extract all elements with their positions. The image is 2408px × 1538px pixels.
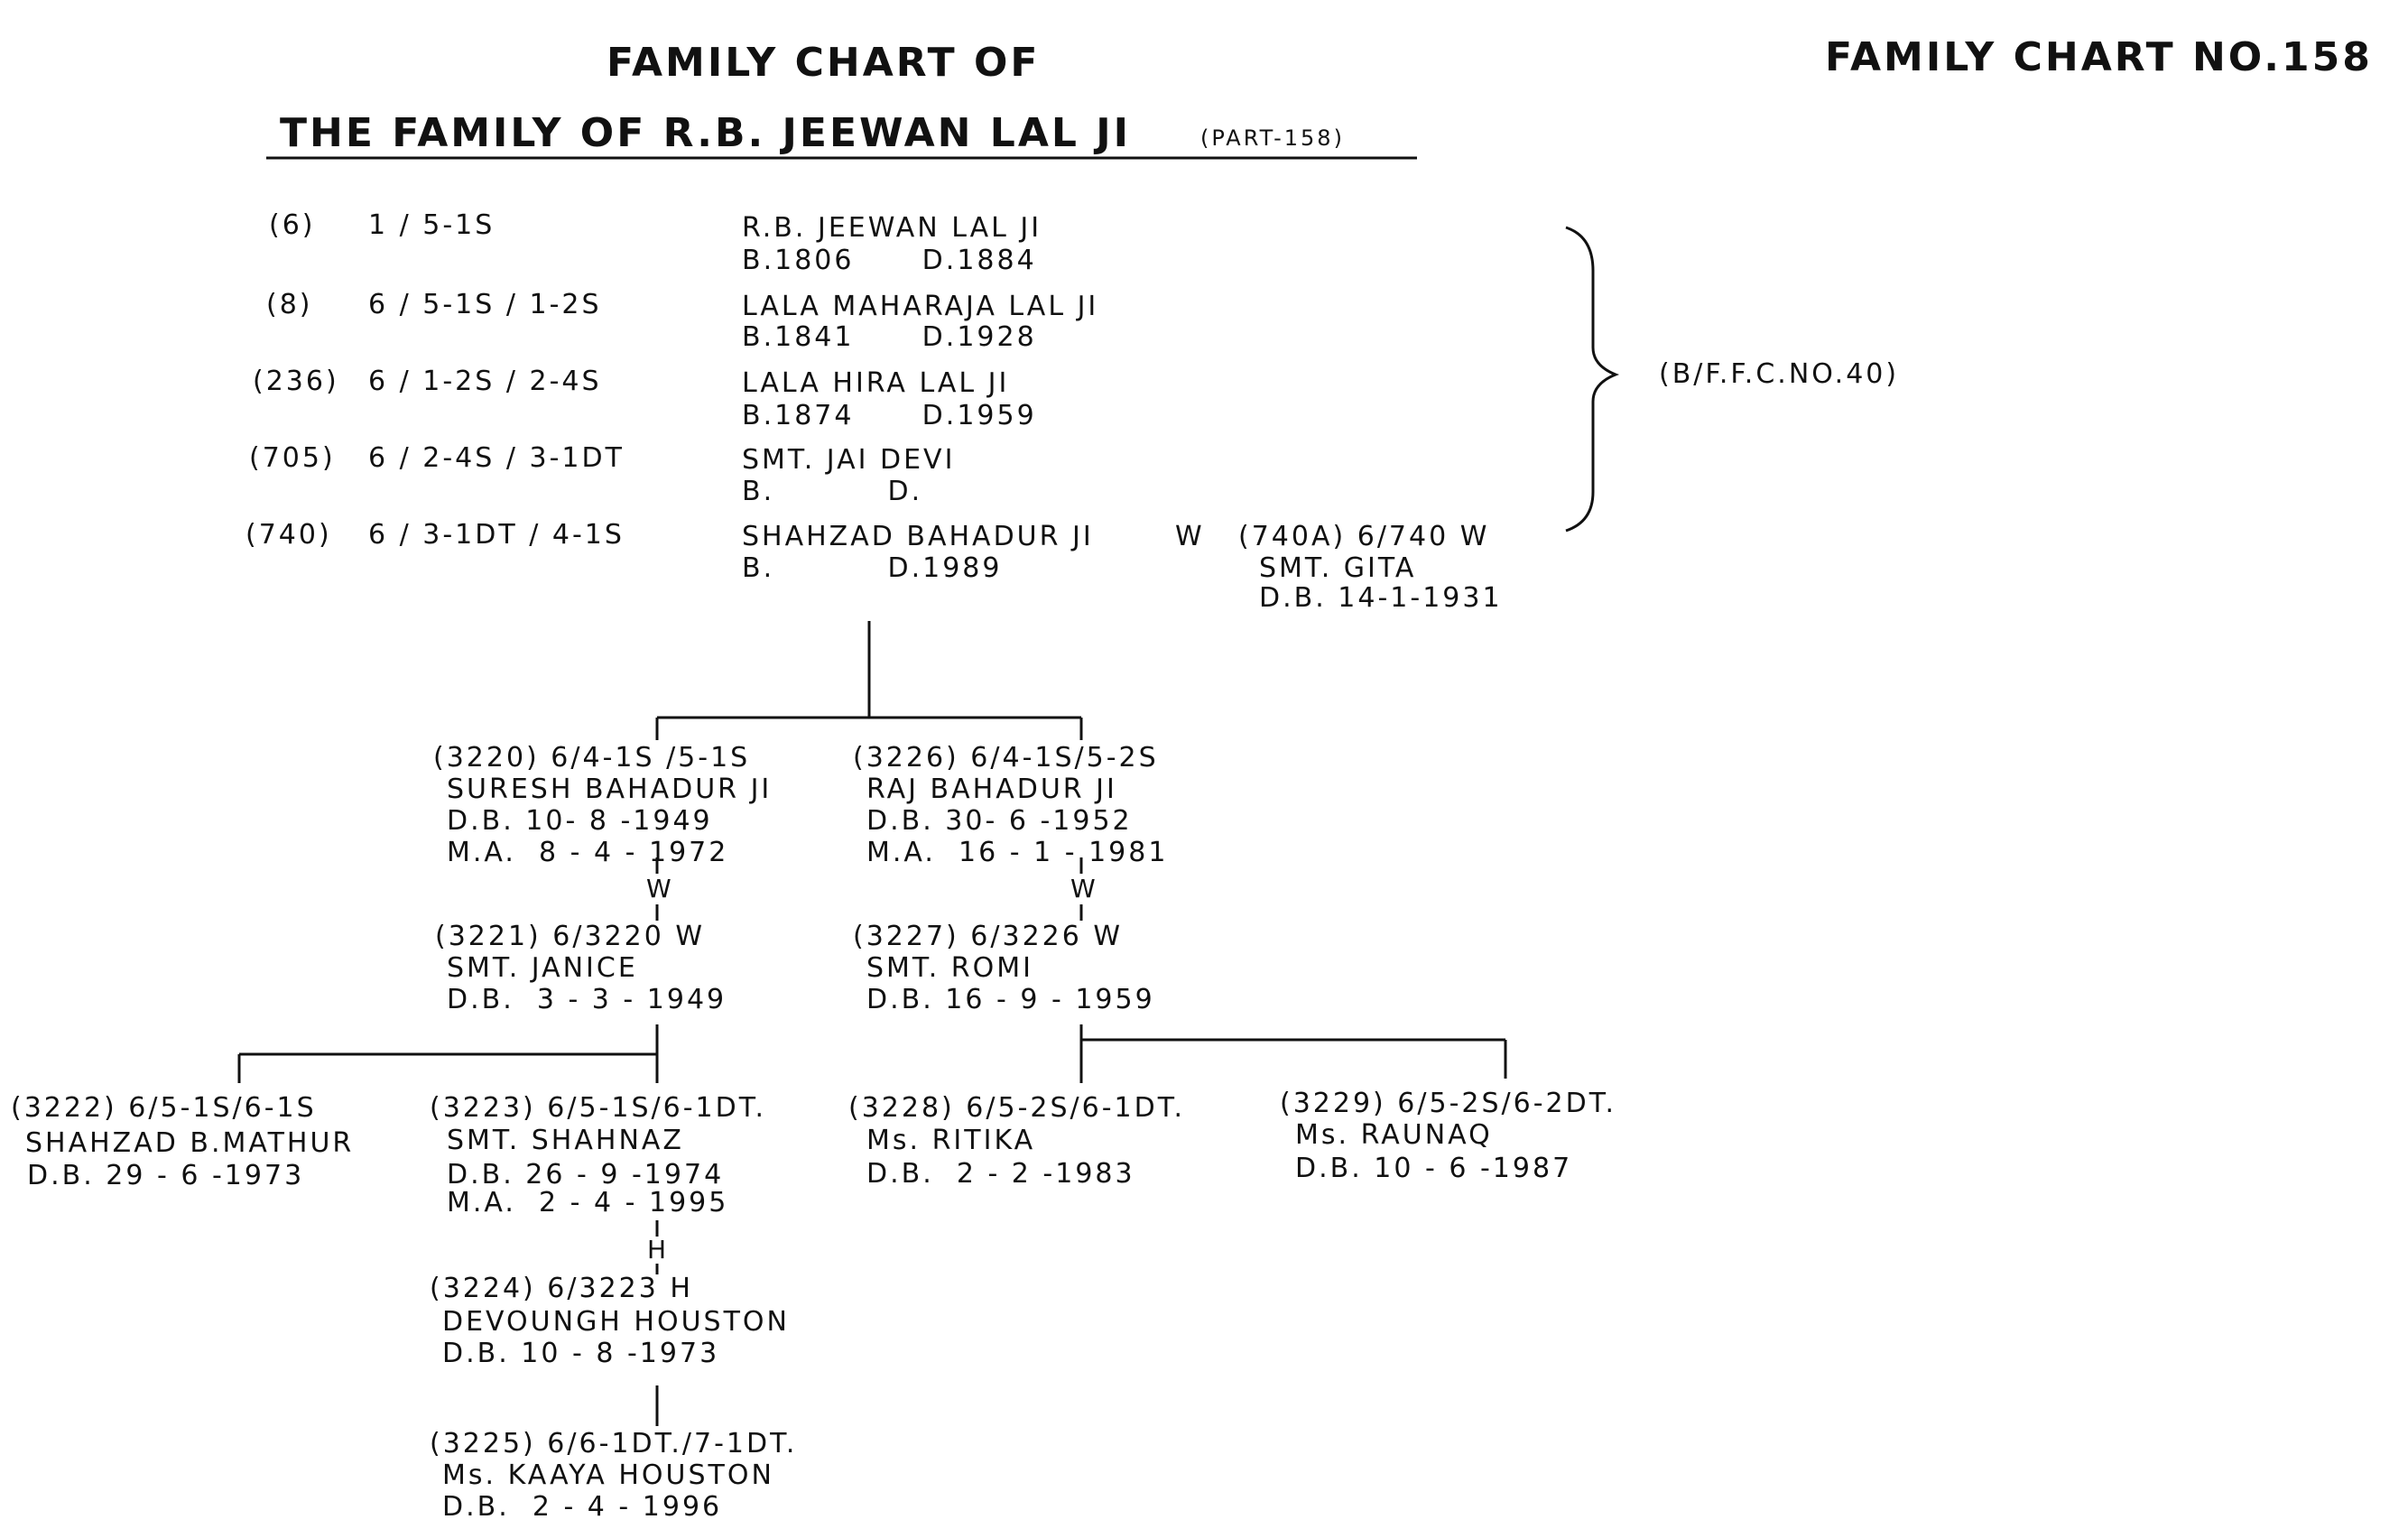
person-3228-name: Ms. RITIKA xyxy=(866,1125,1036,1156)
spouse-740-dob: D.B. 14-1-1931 xyxy=(1259,582,1503,614)
bracket-reference: (B/F.F.C.NO.40) xyxy=(1659,358,1900,390)
person-3221-name: SMT. JANICE xyxy=(447,952,638,984)
marriage-marker: W xyxy=(646,874,671,903)
person-3224-dob: D.B. 10 - 8 -1973 xyxy=(442,1338,720,1369)
person-3227-code: (3227) 6/3226 W xyxy=(853,921,1124,952)
person-3227-dob: D.B. 16 - 9 - 1959 xyxy=(866,984,1155,1015)
person-3220-dob: D.B. 10- 8 -1949 xyxy=(447,805,713,837)
person-3229-code: (3229) 6/5-2S/6-2DT. xyxy=(1280,1088,1617,1119)
ancestor-code: 1 / 5-1S xyxy=(368,209,495,241)
spouse-marker: W xyxy=(1175,521,1205,552)
person-3222-code: (3222) 6/5-1S/6-1S xyxy=(11,1092,317,1124)
spouse-740-code: (740A) 6/740 W xyxy=(1238,521,1490,552)
ancestor-id: (6) xyxy=(269,209,316,241)
person-3224-name: DEVOUNGH HOUSTON xyxy=(442,1306,790,1338)
ancestor-id: (8) xyxy=(266,289,313,320)
person-3220-name: SURESH BAHADUR JI xyxy=(447,774,773,805)
ancestor-id: (740) xyxy=(245,519,332,551)
person-3226-code: (3226) 6/4-1S/5-2S xyxy=(853,742,1159,774)
ancestor-code: 6 / 5-1S / 1-2S xyxy=(368,289,602,320)
person-3223-dob: D.B. 26 - 9 -1974 xyxy=(447,1159,725,1191)
marriage-marker: H xyxy=(647,1235,667,1265)
chart-part-label: (PART-158) xyxy=(1200,125,1345,151)
person-3223-code: (3223) 6/5-1S/6-1DT. xyxy=(430,1092,767,1124)
person-3229-dob: D.B. 10 - 6 -1987 xyxy=(1295,1153,1573,1184)
ancestor-name: SMT. JAI DEVI xyxy=(742,444,956,476)
ancestor-name: R.B. JEEWAN LAL JI xyxy=(742,212,1042,244)
ancestor-dates: B. D.1989 xyxy=(742,552,1003,584)
ancestor-name: SHAHZAD BAHADUR JI xyxy=(742,521,1094,552)
person-3220-ma: M.A. 8 - 4 - 1972 xyxy=(447,837,729,868)
person-3222-name: SHAHZAD B.MATHUR xyxy=(25,1127,355,1159)
person-3226-ma: M.A. 16 - 1 - 1981 xyxy=(866,837,1169,868)
person-3222-dob: D.B. 29 - 6 -1973 xyxy=(27,1160,305,1191)
person-3224-code: (3224) 6/3223 H xyxy=(430,1273,693,1304)
person-3221-code: (3221) 6/3220 W xyxy=(435,921,706,952)
person-3225-name: Ms. KAAYA HOUSTON xyxy=(442,1459,774,1491)
person-3225-dob: D.B. 2 - 4 - 1996 xyxy=(442,1491,723,1523)
chart-title-line1: FAMILY CHART OF xyxy=(607,40,1041,86)
person-3223-name: SMT. SHAHNAZ xyxy=(447,1125,684,1156)
ancestor-name: LALA HIRA LAL JI xyxy=(742,367,1010,399)
ancestor-dates: B.1806 D.1884 xyxy=(742,245,1037,276)
ancestor-dates: B. D. xyxy=(742,476,923,507)
person-3220-code: (3220) 6/4-1S /5-1S xyxy=(433,742,751,774)
person-3228-code: (3228) 6/5-2S/6-1DT. xyxy=(848,1092,1186,1124)
ancestor-code: 6 / 2-4S / 3-1DT xyxy=(368,442,625,474)
person-3221-dob: D.B. 3 - 3 - 1949 xyxy=(447,984,727,1015)
person-3229-name: Ms. RAUNAQ xyxy=(1295,1119,1493,1151)
ancestors-bracket xyxy=(1566,227,1616,531)
person-3223-ma: M.A. 2 - 4 - 1995 xyxy=(447,1187,729,1218)
marriage-marker: W xyxy=(1070,874,1096,903)
ancestor-id: (705) xyxy=(249,442,336,474)
ancestor-code: 6 / 3-1DT / 4-1S xyxy=(368,519,625,551)
chart-number: FAMILY CHART NO.158 xyxy=(1825,34,2373,80)
ancestor-code: 6 / 1-2S / 2-4S xyxy=(368,366,602,397)
ancestor-dates: B.1841 D.1928 xyxy=(742,321,1037,353)
chart-title-line2: THE FAMILY OF R.B. JEEWAN LAL JI xyxy=(280,110,1131,156)
person-3228-dob: D.B. 2 - 2 -1983 xyxy=(866,1158,1135,1190)
person-3226-name: RAJ BAHADUR JI xyxy=(866,774,1117,805)
ancestor-id: (236) xyxy=(253,366,339,397)
ancestor-dates: B.1874 D.1959 xyxy=(742,400,1037,431)
person-3227-name: SMT. ROMI xyxy=(866,952,1033,984)
spouse-740-name: SMT. GITA xyxy=(1259,552,1417,584)
person-3225-code: (3225) 6/6-1DT./7-1DT. xyxy=(430,1428,798,1459)
ancestor-name: LALA MAHARAJA LAL JI xyxy=(742,291,1099,322)
person-3226-dob: D.B. 30- 6 -1952 xyxy=(866,805,1133,837)
